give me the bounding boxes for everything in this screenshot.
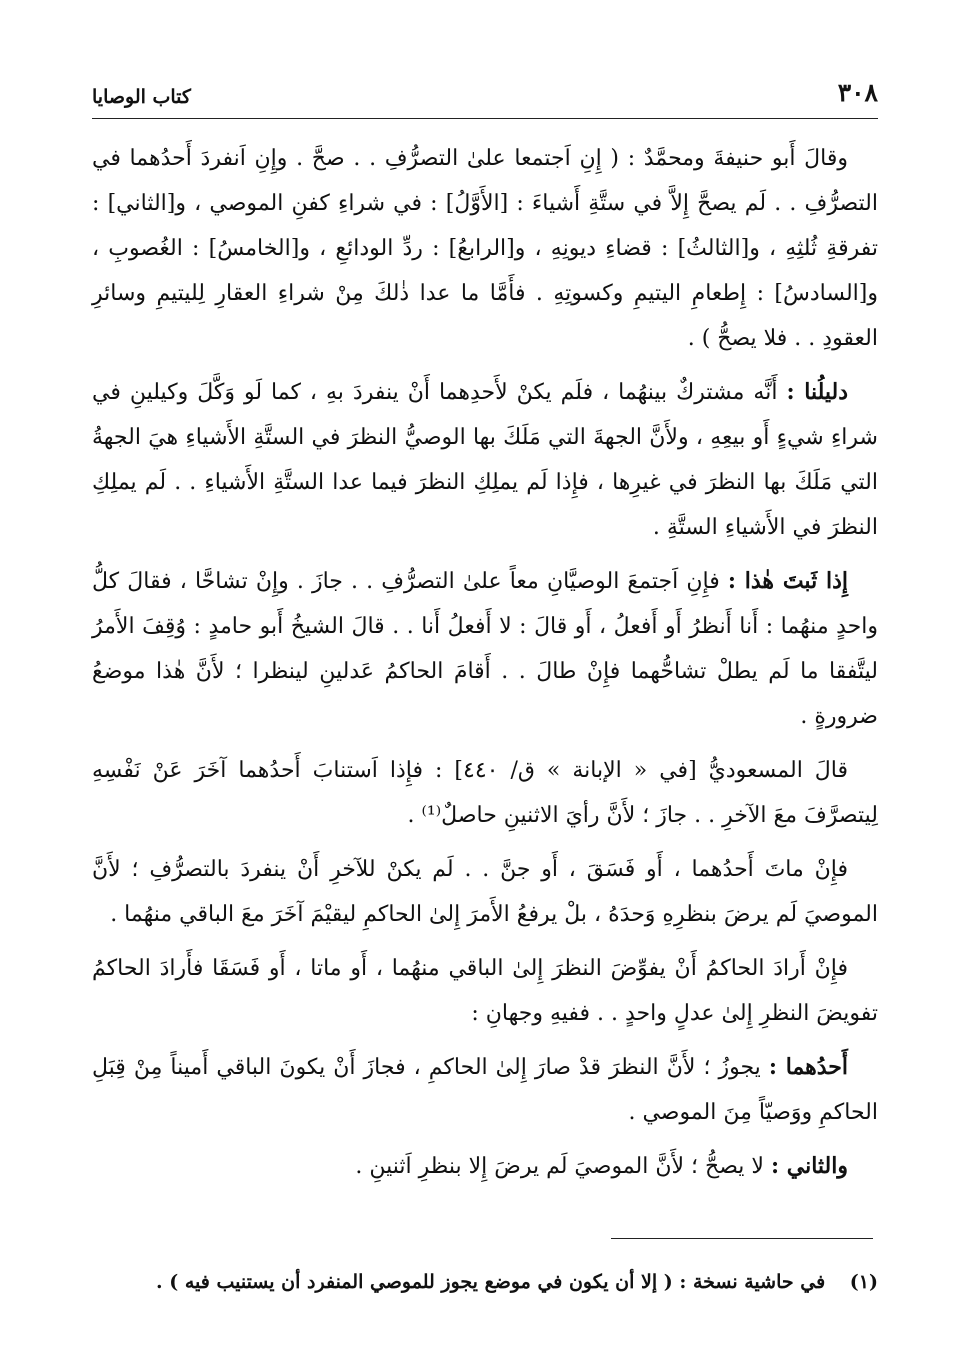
- main-text: [92, 136, 878, 1198]
- paragraph: [92, 136, 878, 361]
- paragraph: [92, 559, 878, 739]
- paragraph-text: قالَ المسعوديُّ [في « الإبانة » ق/ ٤٤٠] : فإِذا اَستنابَ أَحدُهما آخَرَ عَنْ نَفْسِهِ لِيتصرَّفَ معَ الآخرِ . . جازَ ؛ لأَنَّ رأيَ الاثنينِ حاصلٌ⁽¹⁾ .: [92, 758, 878, 828]
- paragraph-lead: أَحدُهما :: [768, 1054, 848, 1080]
- running-head: كتاب الوصايا: [92, 86, 191, 108]
- paragraph-text: يجوزُ ؛ لأَنَّ النظرَ قدْ صارَ إِلىٰ الحاكمِ ، فجازَ أَنْ يكونَ الباقي أَميناً مِنْ قِبَلِ الحاكمِ ووَصيّاً مِنَ الموصي .: [92, 1055, 878, 1125]
- paragraph-text: فإِنِ اَجتمعَ الوصيَّانِ معاً علىٰ التصرُّفِ . . جازَ . وإِنْ تشاحَّا ، فقالَ كلُّ واحدٍ منهُما : أَنا أَنظرُ أَو أَفعلُ ، أَو قالَ : لا أَفعلُ أَنا . . قالَ الشيخُ أَبو حامدٍ : وُقِفَ الأَمرُ ليتَّفقا ما لَم يطلْ تشاحُّهما فإِنْ طالَ . . أَقامَ الحاكمُ عَدلينِ لينظرا ؛ لأَنَّ هٰذا موضعُ ضرورةٍ .: [92, 569, 878, 729]
- paragraph-lead: دليلُنا :: [786, 379, 849, 405]
- paragraph-lead: إِذا ثَبتَ هٰذا :: [727, 568, 849, 594]
- footnote-divider: [611, 1238, 873, 1239]
- paragraph: [92, 847, 878, 937]
- paragraph-text: لا يصحُّ ؛ لأَنَّ الموصيَ لَم يرضَ إِلا بنظرِ اَثنينِ .: [355, 1154, 764, 1179]
- footnote-text: في حاشية نسخة : ( إلا أن يكون في موضع يجوز للموصي المنفرد أن يستنيب فيه ) .: [156, 1271, 826, 1293]
- page-header: [92, 78, 878, 119]
- paragraph: [92, 370, 878, 550]
- paragraph: [92, 1045, 878, 1135]
- paragraph-lead: والثاني :: [770, 1153, 848, 1179]
- paragraph: [92, 946, 878, 1036]
- paragraph-text: فإِنْ أَرادَ الحاكمُ أَنْ يفوِّضَ النظرَ إِلىٰ الباقي منهُما ، أَو ماتا ، أَو فَسَقَا فأَرادَ الحاكمُ تفويضَ النظرِ إِلىٰ عدلٍ واحدٍ . . ففيهِ وجهانِ :: [92, 956, 878, 1026]
- footnote-number: (١): [849, 1271, 878, 1293]
- paragraph-text: وقالَ أَبو حنيفةَ ومحمَّدٌ : ( إِنِ اَجتمعا علىٰ التصرُّفِ . . صحَّ . وإِنِ اَنفردَ أَحدُهما في التصرُّفِ . . لَم يصحَّ إِلاَّ في ستَّةِ أَشياءَ : [الأَوَّلُ] : في شراءِ كفنِ الموصي ، و[الثاني] : تفرقةِ ثُلثِهِ ، و[الثالثُ] : قضاءِ ديونِهِ ، و[الرابعُ] : ردِّ الودائعِ ، و[الخامسُ] : الغُصوبِ ، و[السادسُ] : إِطعامِ اليتيمِ وكسوتِهِ . فأَمَّا ما عدا ذٰلكَ مِنْ شراءِ العقارِ لِليتيمِ وسائرِ العقودِ . . فلا يصحُّ ) .: [92, 146, 878, 351]
- page-number: ٣٠٨: [837, 78, 878, 107]
- footnote: [92, 1267, 878, 1297]
- paragraph: [92, 1144, 878, 1189]
- paragraph: [92, 748, 878, 838]
- paragraph-text: أَنَّه مشتركٌ بينهُما ، فلَم يكنْ لأَحدِهما أَنْ ينفردَ بهِ ، كما لَو وَكَّلَ وكيلينِ في شراءِ شيءٍ أَو بيعِهِ ، ولأَنَّ الجهةَ التي مَلَكَ بها الوصيُّ النظرَ في الستَّةِ الأَشياءِ هيَ الجهةُ التي مَلَكَ بها النظرَ في غيرِها ، فإِذا لَم يملِكِ النظرَ فيما عدا الستَّةِ الأَشياءِ . . لَم يملِكِ النظرَ في الأَشياءِ الستَّةِ .: [92, 380, 878, 540]
- paragraph-text: فإِنْ ماتَ أَحدُهما ، أَو فَسَقَ ، أَو جنَّ . . لَم يكنْ للآخرِ أَنْ ينفردَ بالتصرُّفِ ؛ لأَنَّ الموصيَ لَم يرضَ بنظرِهِ وَحدَهُ ، بلْ يرفعُ الأَمرَ إِلىٰ الحاكمِ ليقيْمَ آخَرَ معَ الباقي منهُما .: [92, 857, 878, 927]
